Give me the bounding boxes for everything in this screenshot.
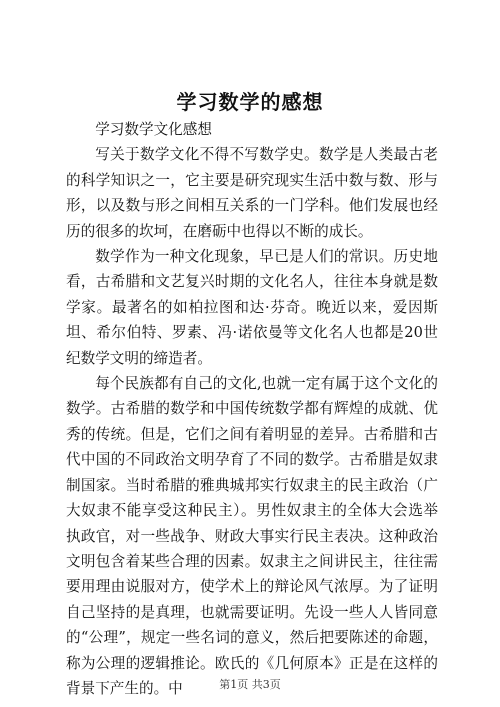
document-title: 学习数学的感想 xyxy=(176,90,324,114)
document-subtitle: 学习数学文化感想 xyxy=(95,121,212,138)
page-footer: 第1页 共3页 xyxy=(219,678,281,691)
paragraph-3: 每个民族都有自己的文化,也就一定有属于这个文化的数学。古希腊的数学和中国传统数学都有辉煌的成就、优秀的传统。但是，它们之间有着明显的差异。古希腊和古代中国的不同政治文明孕育了不同的数学。古希腊是奴隶制国家。当时希腊的雅典城邦实行奴隶主的民主政治（广大奴隶不能享受这种民主）。男性奴隶主的全体大会选举执政官，对一些战争、财政大事实行民主表决。这种政治文明包含着某些合理的因素。奴隶主之间讲民主，往往需要用理由说服对方，使学术上的辩论风气浓厚。为了证明自己坚持的是真理，也就需要证明。先设一些人人皆同意的“公理”，规定一些名词的意义，然后把要陈述的命题，称为公理的逻辑推论。欧氏的《几何原本》正是在这样的背景下产生的。中 xyxy=(66,375,438,697)
paragraph-1: 写关于数学文化不得不写数学史。数学是人类最古老的科学知识之一，它主要是研究现实生活中数与数、形与形，以及数与形之间相互关系的一门学科。他们发展也经历的很多的坎坷，在磨砺中也得以不断的成长。 xyxy=(66,146,438,240)
paragraph-2: 数学作为一种文化现象，早已是人们的常识。历史地看，古希腊和文艺复兴时期的文化名人，往往本身就是数学家。最著名的如柏拉图和达·芬奇。晚近以来，爱因斯坦、希尔伯特、罗素、冯·诺依曼等文化名人也都是20世纪数学文明的缔造者。 xyxy=(66,248,438,367)
document-body xyxy=(66,117,438,701)
